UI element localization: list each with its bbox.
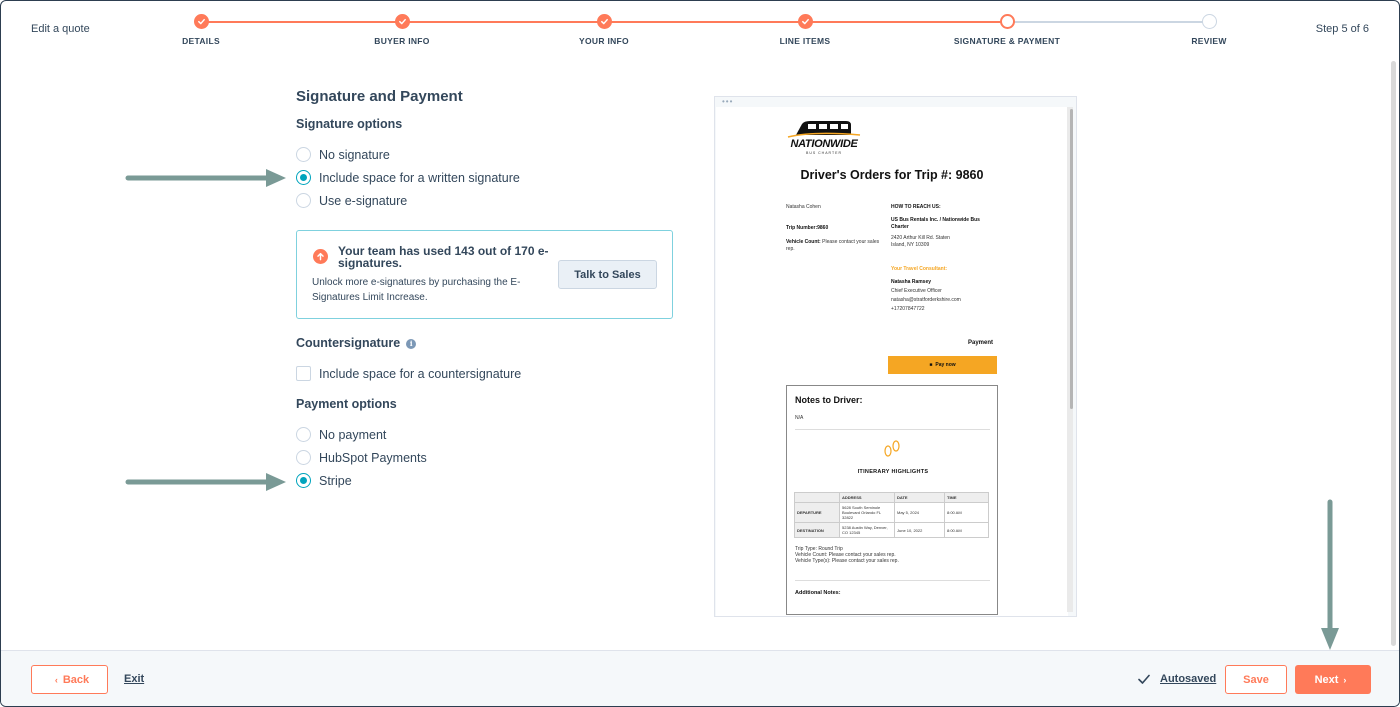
- checkbox-countersignature[interactable]: [296, 366, 521, 381]
- radio-button[interactable]: [296, 147, 311, 162]
- radio-stripe[interactable]: [296, 473, 352, 488]
- check-icon: [194, 14, 209, 29]
- step-counter: Step 5 of 6: [1315, 23, 1369, 35]
- preview-scroll-thumb[interactable]: [1070, 109, 1073, 409]
- consultant-heading: Your Travel Consultant:: [891, 266, 948, 272]
- vehicle-count-value: Please contact your sales rep.: [786, 239, 880, 252]
- save-button[interactable]: Save: [1225, 665, 1287, 694]
- pay-now-button[interactable]: [888, 356, 997, 374]
- preview-page: [716, 107, 1068, 617]
- current-step-dot: [1000, 14, 1015, 29]
- step-review[interactable]: [1149, 14, 1269, 46]
- consultant-email: natasha@stratforderkshire.com: [891, 297, 961, 303]
- countersignature-heading: [296, 336, 416, 350]
- table-cell: 8:00 AM: [945, 523, 989, 538]
- radio-label: Use e-signature: [319, 193, 408, 208]
- table-cell: DEPARTURE: [795, 503, 840, 523]
- footer-bar: [1, 650, 1400, 707]
- check-icon: [1137, 672, 1151, 686]
- table-header-cell: [795, 493, 840, 503]
- radio-button-selected[interactable]: [296, 170, 311, 185]
- table-cell: 5238 Austin Way, Denver, CO 12345: [840, 523, 895, 538]
- radio-hubspot-payments[interactable]: [296, 450, 427, 465]
- table-header-cell: TIME: [945, 493, 989, 503]
- logo-subtext: BUS CHARTER: [805, 151, 843, 155]
- radio-no-payment[interactable]: [296, 427, 386, 442]
- radio-button[interactable]: [296, 427, 311, 442]
- step-label: DETAILS: [182, 36, 220, 46]
- check-icon: [798, 14, 813, 29]
- chevron-left-icon: ‹: [54, 674, 58, 685]
- step-label: BUYER INFO: [374, 36, 430, 46]
- esignature-limit-notice: [296, 230, 673, 319]
- preview-toolbar: [715, 97, 1076, 107]
- annotation-arrow-down-icon: [1319, 498, 1341, 654]
- divider: [795, 580, 990, 581]
- notice-title: Your team has used 143 out of 170 e-signatures.: [338, 244, 549, 270]
- company-name: US Bus Rentals Inc. / Nationwide Bus Charter: [891, 217, 980, 230]
- back-button[interactable]: [31, 665, 108, 694]
- table-header-cell: DATE: [895, 493, 945, 503]
- check-icon: [395, 14, 410, 29]
- vehicle-count: [786, 239, 881, 252]
- radio-button-selected[interactable]: [296, 473, 311, 488]
- radio-e-signature[interactable]: [296, 193, 407, 208]
- table-cell: DESTINATION: [795, 523, 840, 538]
- step-signature-payment[interactable]: [947, 14, 1067, 46]
- vehicle-count-label: Vehicle Count:: [786, 239, 821, 245]
- company-logo: [784, 119, 864, 159]
- table-cell: 5628 South Seminole Boulevard Orlando FL 32822: [840, 503, 895, 523]
- radio-label: Stripe: [319, 473, 352, 488]
- radio-no-signature[interactable]: [296, 147, 390, 162]
- checkbox[interactable]: [296, 366, 311, 381]
- step-label: REVIEW: [1191, 36, 1227, 46]
- pay-now-label: Pay now: [935, 362, 956, 368]
- back-label: Back: [62, 673, 90, 686]
- exit-link[interactable]: Exit: [124, 673, 145, 685]
- annotation-arrow-right-icon: [124, 167, 290, 189]
- radio-written-signature[interactable]: [296, 170, 520, 185]
- annotation-arrow-right-icon: [124, 471, 290, 493]
- radio-button[interactable]: [296, 450, 311, 465]
- radio-label: Include space for a written signature: [319, 170, 520, 185]
- page-scrollbar[interactable]: [1391, 61, 1396, 646]
- radio-label: No payment: [319, 427, 387, 442]
- step-label: YOUR INFO: [579, 36, 629, 46]
- vehicle-count-line: Vehicle Count: Please contact your sales rep.: [795, 552, 896, 558]
- section-heading: Signature and Payment: [296, 88, 463, 105]
- table-cell: June 10, 2022: [895, 523, 945, 538]
- footprints-icon: [882, 440, 902, 458]
- preview-title: Driver's Orders for Trip #: 9860: [800, 168, 984, 182]
- more-dots-icon[interactable]: •••: [722, 97, 734, 106]
- itinerary-table: [794, 492, 989, 538]
- itinerary-title: ITINERARY HIGHLIGHTS: [857, 469, 929, 475]
- step-your-info[interactable]: [544, 14, 664, 46]
- arrow-up-icon: [313, 249, 328, 264]
- next-button[interactable]: [1295, 665, 1371, 694]
- countersignature-heading-text: Countersignature: [296, 336, 401, 350]
- step-line-items[interactable]: [745, 14, 865, 46]
- reach-heading: HOW TO REACH US:: [891, 204, 941, 210]
- notes-title: Notes to Driver:: [795, 395, 863, 405]
- info-icon[interactable]: i: [406, 339, 416, 349]
- step-details[interactable]: [141, 14, 261, 46]
- table-header-row: [795, 493, 989, 503]
- next-label: Next: [1314, 673, 1339, 686]
- notice-body: Unlock more e-signatures by purchasing the E-Signatures Limit Increase.: [312, 277, 521, 303]
- signature-options-heading: Signature options: [296, 117, 403, 131]
- autosaved-link[interactable]: Autosaved: [1160, 673, 1217, 685]
- consultant-role: Chief Executive Officer: [891, 288, 942, 294]
- company-address: 2420 Arthur Kill Rd. Staten Island, NY 10309: [891, 235, 950, 248]
- notes-value: N/A: [795, 415, 804, 421]
- bus-icon: [784, 119, 864, 139]
- consultant-name: Natasha Ramsey: [891, 279, 932, 285]
- payment-label: Payment: [968, 340, 994, 346]
- trip-number: Trip Number:9860: [786, 225, 829, 231]
- checkbox-label: Include space for a countersignature: [319, 366, 522, 381]
- step-label: SIGNATURE & PAYMENT: [953, 36, 1061, 46]
- page-title: Edit a quote: [31, 23, 90, 35]
- table-row: [795, 503, 989, 523]
- check-icon: [597, 14, 612, 29]
- contact-name: Natasha Cohen: [786, 204, 821, 210]
- table-cell: May 5, 2024: [895, 503, 945, 523]
- notes-to-driver-section: [786, 385, 998, 615]
- additional-notes: Additional Notes:: [795, 590, 841, 596]
- logo-text: NATIONWIDE: [790, 138, 858, 150]
- chevron-right-icon: ›: [1343, 674, 1347, 685]
- pending-step-dot: [1202, 14, 1217, 29]
- table-row: [795, 523, 989, 538]
- step-buyer-info[interactable]: [342, 14, 462, 46]
- vehicle-types-line: Vehicle Type(s): Please contact your sales rep.: [795, 558, 899, 564]
- payment-options-heading: Payment options: [296, 397, 397, 411]
- table-header-cell: ADDRESS: [840, 493, 895, 503]
- radio-button[interactable]: [296, 193, 311, 208]
- divider: [795, 429, 990, 430]
- consultant-phone: +17207847722: [891, 306, 925, 312]
- radio-label: No signature: [319, 147, 390, 162]
- quote-preview[interactable]: [714, 96, 1077, 617]
- trip-type: Trip Type: Round Trip: [795, 546, 843, 552]
- radio-label: HubSpot Payments: [319, 450, 427, 465]
- lock-icon: ■: [929, 362, 933, 368]
- talk-to-sales-button[interactable]: Talk to Sales: [558, 260, 657, 289]
- step-label: LINE ITEMS: [779, 36, 831, 46]
- table-cell: 8:00 AM: [945, 503, 989, 523]
